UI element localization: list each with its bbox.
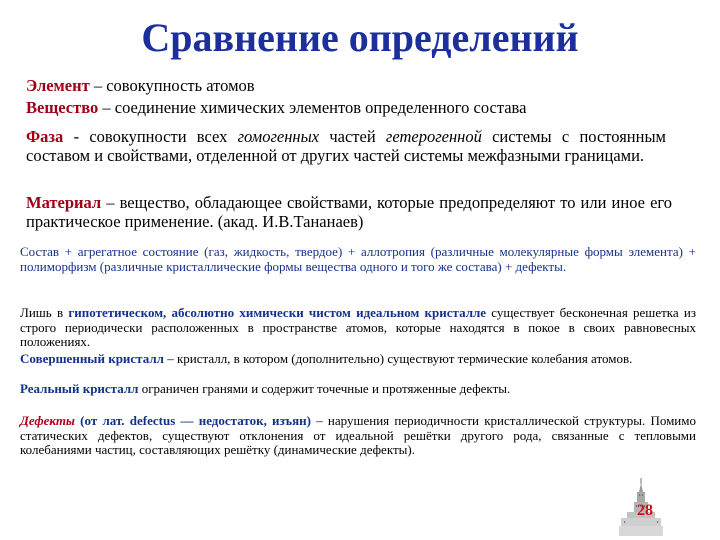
- defects-term: Дефекты: [20, 413, 75, 428]
- perfect-crystal-term: Совершенный кристалл: [20, 351, 164, 366]
- term-element: Элемент: [26, 76, 90, 95]
- page-number: 28: [637, 502, 653, 519]
- definition-element-text: – совокупность атомов: [89, 76, 255, 95]
- page-title: Сравнение определений: [141, 15, 579, 60]
- definition-material-text: – вещество, обладающее свойствами, которые предопределяют то или иное его практическое применение. (акад. И.В.Тананаев): [26, 193, 672, 231]
- ideal-crystal-term: гипотетическом, абсолютно химически чистом идеальном кристалле: [68, 305, 487, 320]
- term-substance: Вещество: [26, 98, 99, 117]
- term-material: Материал: [26, 193, 102, 212]
- perfect-crystal-paragraph: Совершенный кристалл – кристалл, в котором (дополнительно) существуют термические колебания атомов.: [20, 351, 633, 366]
- definition-substance-text: – соединение химических элементов определенного состава: [98, 98, 527, 117]
- defects-paragraph: Дефекты (от лат. defectus — недостаток, изъян) – нарушения периодичности кристаллической структуры. Помимо статических дефектов, существуют отклонения от идеальной решётки другого рода, связанные с тепловыми колебаниями частиц, составляющих решётку (динамические дефекты).: [20, 413, 696, 458]
- defects-etymology: (от лат. defectus — недостаток, изъян): [74, 413, 311, 428]
- real-crystal-paragraph: Реальный кристалл ограничен гранями и содержит точечные и протяженные дефекты.: [20, 381, 511, 396]
- term-phase: Фаза: [26, 127, 64, 146]
- definition-element: [26, 76, 672, 95]
- real-crystal-term: Реальный кристалл: [20, 381, 139, 396]
- ideal-crystal-paragraph: Лишь в гипотетическом, абсолютно химически чистом идеальном кристалле существует бесконечная решетка из строго периодически расположенных в пространстве атомов, которые находятся в покое в своих равновесных положениях.: [20, 305, 697, 350]
- definition-material: [26, 193, 672, 231]
- composition-paragraph: Состав + агрегатное состояние (газ, жидкость, твердое) + аллотропия (различные молекулярные формы элемента) + полиморфизм (различные кристаллические формы вещества одного и того же состава) + дефекты.: [20, 244, 696, 274]
- definition-substance: [26, 98, 672, 117]
- definition-phase: Фаза - совокупности всех гомогенных частей гетерогенной системы с постоянным составом и свойствами, отделенной от других частей системы межфазными границами.: [26, 127, 666, 165]
